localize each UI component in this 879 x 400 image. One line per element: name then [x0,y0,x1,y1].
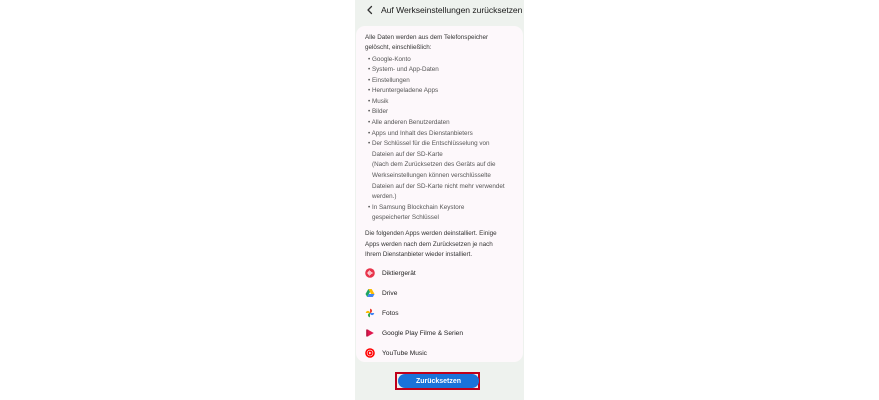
reset-button[interactable]: Zurücksetzen [398,374,479,388]
voice-recorder-icon [365,268,375,278]
app-item-youtube-music [365,343,515,363]
list-item-continuation: werden.) [372,193,397,201]
list-item: • Apps und Inhalt des Dienstanbieters [368,129,473,137]
play-movies-icon [365,328,375,338]
photos-icon [365,308,375,318]
list-item: • Bilder [368,108,389,116]
list-item: • Einstellungen [368,76,410,84]
back-button[interactable] [361,1,379,19]
app-item-photos [365,303,515,323]
list-item-continuation: gespeicherter Schlüssel [372,214,439,222]
intro-line: gelöscht, einschließlich: [365,44,432,52]
app-label: Fotos [382,309,399,317]
app-label: YouTube Music [382,349,427,357]
list-item: • Alle anderen Benutzerdaten [368,119,450,127]
list-item: • Der Schlüssel für die Entschlüsselung von [368,140,490,148]
list-item-continuation: (Nach dem Zurücksetzen des Geräts auf die [372,161,496,169]
data-list [368,55,518,225]
app-list [365,263,515,363]
youtube-music-icon [365,348,375,358]
info-card [356,26,523,362]
page-title: Auf Werkseinstellungen zurücksetzen [381,5,523,15]
settings-screen [355,0,524,400]
header [355,0,524,20]
list-item: • In Samsung Blockchain Keystore [368,203,465,211]
list-item-continuation: Dateien auf der SD-Karte [372,150,443,158]
apps-intro-line: Apps werden nach dem Zurücksetzen je nach [365,240,493,248]
list-item: • Musik [368,97,389,105]
list-item-continuation: Dateien auf der SD-Karte nicht mehr verwendet [372,182,505,190]
apps-intro-line: Ihrem Dienstanbieter wieder installiert. [365,251,473,258]
app-item-drive [365,283,515,303]
app-label: Google Play Filme & Serien [382,329,463,337]
list-item: • Heruntergeladene Apps [368,87,439,95]
apps-intro-text [365,229,519,261]
list-item-continuation: Werkseinstellungen können verschlüsselte [372,172,491,180]
chevron-left-icon [366,5,374,15]
intro-line: Alle Daten werden aus dem Telefonspeicher [365,34,489,41]
list-item: • System- und App-Daten [368,66,439,74]
drive-icon [365,288,375,298]
intro-text [365,33,517,54]
app-label: Drive [382,289,398,297]
apps-intro-line: Die folgenden Apps werden deinstalliert. Einige [365,230,497,237]
app-item-play-movies [365,323,515,343]
app-item-voice-recorder [365,263,515,283]
app-label: Diktiergerät [382,269,416,277]
list-item: • Google-Konto [368,55,411,63]
